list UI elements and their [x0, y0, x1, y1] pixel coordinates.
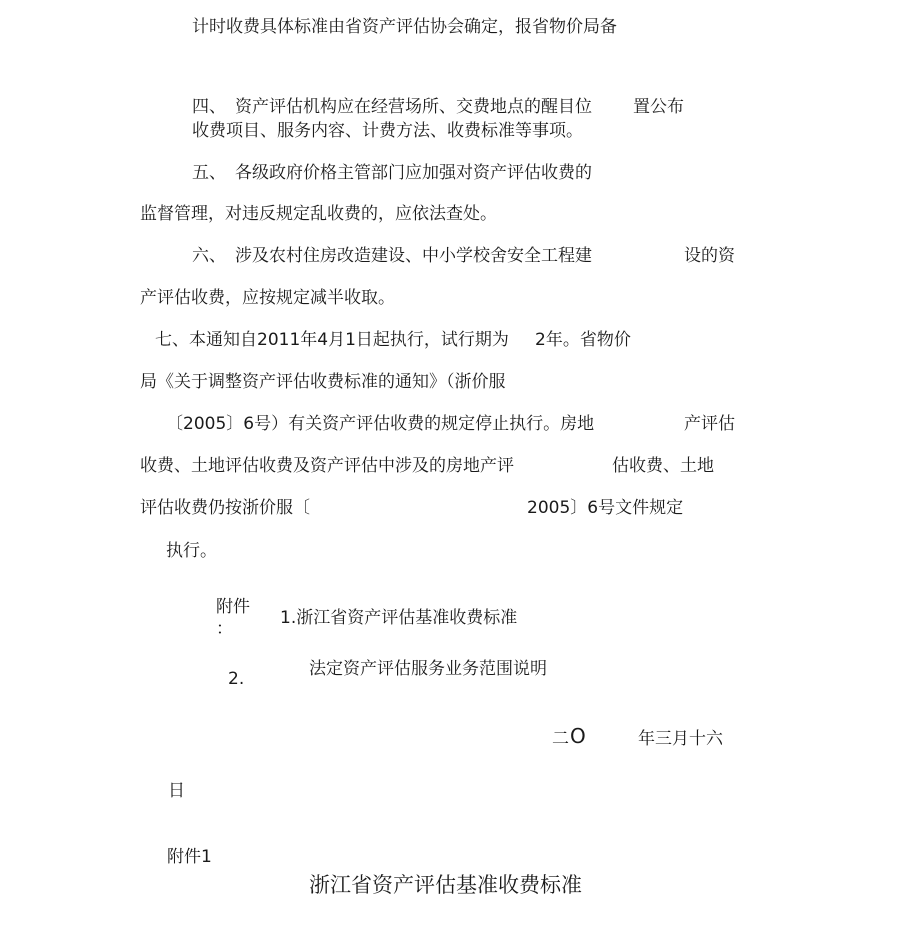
date-month-day: 年三月十六: [638, 729, 723, 749]
attachment-item-1: 1.浙江省资产评估基准收费标准: [280, 608, 518, 628]
annex-label: 附件1: [167, 847, 212, 867]
paragraph-line: 〔2005〕6号）有关资产评估收费的规定停止执行。房地: [166, 414, 595, 434]
paragraph-line: 涉及农村住房改造建设、中小学校舍安全工程建: [235, 246, 592, 266]
paragraph-line: 执行。: [166, 541, 217, 561]
item-number: 五、: [192, 163, 226, 183]
attachments-label: 附件: [216, 597, 250, 617]
paragraph-line: 2005〕6号文件规定: [527, 498, 684, 518]
paragraph-line: 监督管理，对违反规定乱收费的，应依法查处。: [140, 204, 497, 224]
paragraph-line: 产评估: [684, 414, 735, 434]
item-number: 四、: [192, 97, 226, 117]
date-zero-circle: O: [570, 724, 586, 748]
item-number: 六、: [192, 246, 226, 266]
paragraph-line: 局《关于调整资产评估收费标准的通知》（浙价服: [140, 372, 506, 392]
paragraph-line: 置公布: [633, 97, 684, 117]
paragraph-line: 收费、土地评估收费及资产评估中涉及的房地产评: [140, 456, 514, 476]
attachment-item-2: 法定资产评估服务业务范围说明: [309, 659, 547, 679]
paragraph-line: 2年。省物价: [535, 330, 631, 350]
paragraph-line: 七、本通知自2011年4月1日起执行，试行期为: [155, 330, 509, 350]
paragraph-line: 估收费、土地: [612, 456, 714, 476]
paragraph-line: 产评估收费，应按规定减半收取。: [140, 288, 395, 308]
paragraph-line: 各级政府价格主管部门应加强对资产评估收费的: [235, 163, 592, 183]
attachments-colon: ：: [216, 619, 233, 639]
paragraph-line: 设的资: [684, 246, 735, 266]
date-year-prefix: 二: [552, 729, 569, 749]
date-day-suffix: 日: [168, 781, 185, 801]
paragraph-line: 计时收费具体标准由省资产评估协会确定，报省物价局备: [192, 17, 617, 37]
paragraph-line: 收费项目、服务内容、计费方法、收费标准等事项。: [192, 121, 583, 141]
attachment-item-2-number: 2.: [228, 669, 245, 689]
paragraph-line: 资产评估机构应在经营场所、交费地点的醒目位: [235, 97, 592, 117]
annex-title: 浙江省资产评估基准收费标准: [309, 873, 582, 897]
paragraph-line: 评估收费仍按浙价服〔: [140, 498, 310, 518]
